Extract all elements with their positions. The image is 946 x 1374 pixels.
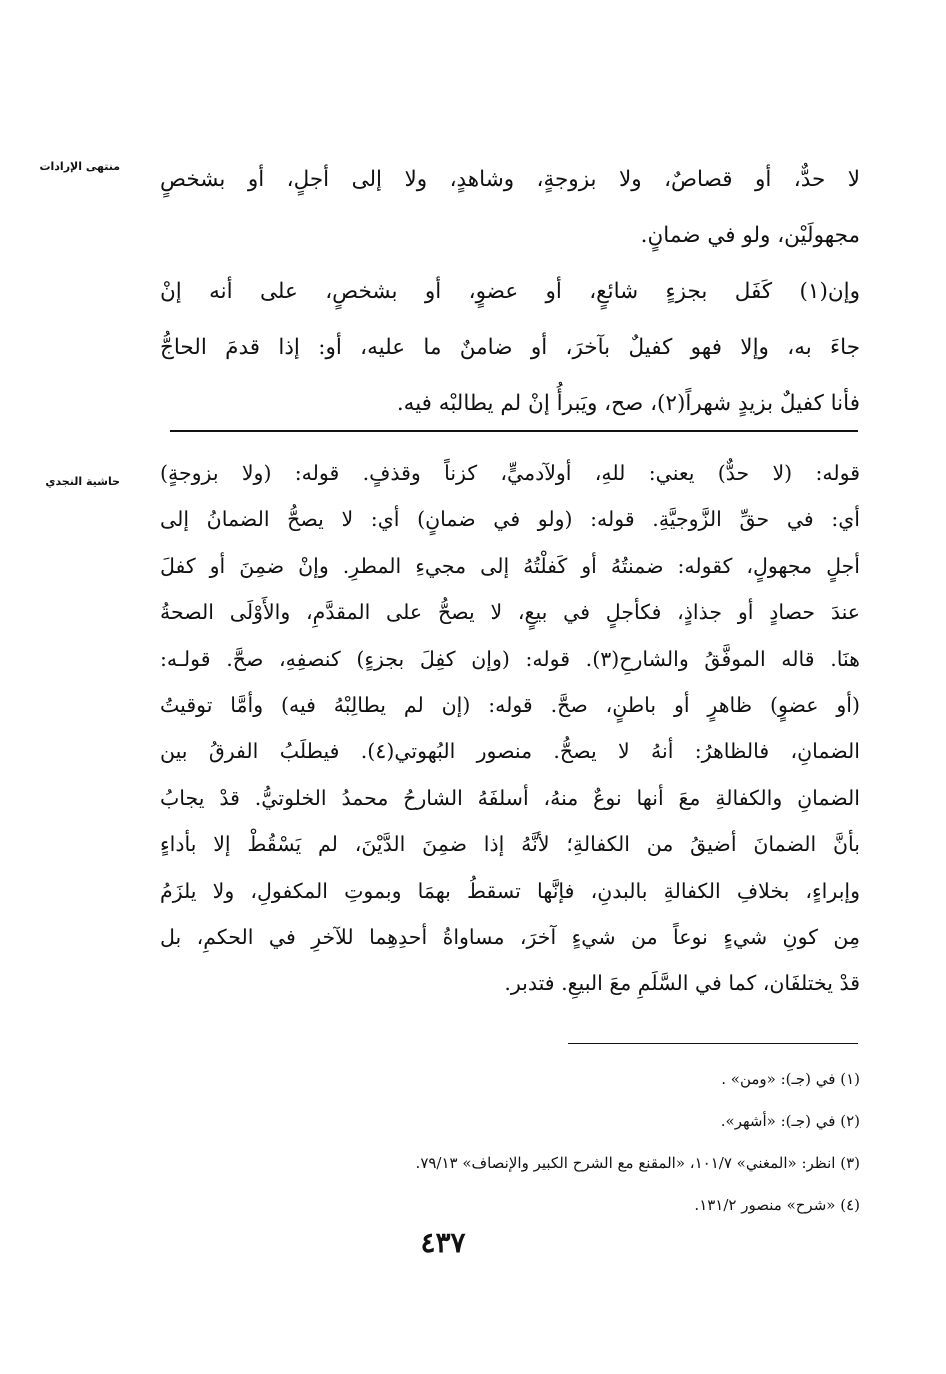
matn-line: فأنا كفيلٌ بزيدٍ شهراً(٢)، صح، ويَبرأُ إنْ لم يطالبْه فيه. [396,391,860,416]
section-divider [170,430,858,432]
matn-line: مجهولَيْن، ولو في ضمانٍ. [640,223,860,248]
footnote-divider [568,1043,858,1044]
hashiya-line: عندَ حصادٍ أو جذاذٍ، فكأجلٍ في بيعٍ، لا يصحُّ على المقدَّمِ، والأَوْلَى الصحةُ [160,600,860,625]
hashiya-line: أجلٍ مجهولٍ، كقوله: ضمنتُهُ أو كَفلْتُهُ إلى مجيءِ المطرِ. وإنْ ضمِنَ أو كفلَ [160,553,860,578]
hashiya-line: الضمانِ، فالظاهرُ: أنهُ لا يصحُّ. منصور البُهوتي(٤). فيطلَبُ الفرقُ بين [160,739,860,764]
footnote: (١) في (جـ): «ومن» . [721,1070,860,1088]
page-number: ٤٣٧ [420,1226,466,1259]
side-label-hashiya: حاشية النجدي [45,475,120,488]
matn-line: جاءَ به، وإلا فهو كفيلٌ بآخرَ، أو ضامنٌ ما عليه، أو: إذا قدمَ الحاجُّ [160,335,860,360]
footnote: (٢) في (جـ): «أشهر». [720,1112,860,1130]
hashiya-line: قوله: (لا حدٌّ) يعني: للهِ، أولآدميٍّ، كزناً وقذفٍ. قوله: (ولا بزوجةٍ) [160,461,860,485]
hashiya-line: قدْ يختلفَان، كما في السَّلَمِ معَ البيعِ. فتدبر. [504,971,860,996]
hashiya-line: مِن كونِ شيءٍ نوعاً من شيءٍ آخرَ، مساواةُ أحدِهِما للآخرِ في الحكمِ، بل [160,924,860,949]
hashiya-line: بأنَّ الضمانَ أضيقُ من الكفالةِ؛ لأنَّهُ إذا ضمِنَ الدَّيْنَ، لم يَسْقُطْ إلا بأداءٍ [160,832,860,857]
hashiya-line: الضمانِ والكفالةِ معَ أنها نوعٌ منهُ، أسلفَهُ الشارحُ محمدُ الخلوتيُّ. قدْ يجابُ [160,785,860,810]
hashiya-line: هنَا. قاله الموفَّقُ والشارحِ(٣). قوله: (وإن كفِلَ بجزءٍ) كنصفِهِ، صحَّ. قولـه: [160,646,860,671]
matn-text [160,152,860,432]
footnote: (٣) انظر: «المغني» ١٠١/٧، «المقنع مع الشرح الكبير والإنصاف» ٧٩/١٣. [415,1154,860,1172]
matn-line: لا حدٌّ، أو قصاصٌ، ولا بزوجةٍ، وشاهدٍ، ولا إلى أجلٍ، أو بشخصٍ [160,167,860,192]
hashiya-text [160,450,860,1007]
footnote: (٤) «شرح» منصور ١٣١/٢. [694,1196,860,1214]
hashiya-line: أي: في حقِّ الزَّوجيَّةِ. قوله: (ولو في ضمانٍ) أي: لا يصحُّ الضمانُ إلى [160,507,860,532]
side-label-matn: منتهى الإرادات [39,160,120,173]
matn-line: وإن(١) كَفَل بجزءٍ شائعٍ، أو عضوٍ، أو بشخصٍ، على أنه إنْ [160,279,860,304]
hashiya-line: وإبراءٍ، بخلافِ الكفالةِ بالبدنِ، فإنَّها تسقطُ بهمَا وبموتِ المكفولِ، ولا يلزَمُ [160,878,860,903]
hashiya-line: (أو عضوٍ) ظاهرٍ أو باطنٍ، صحَّ. قوله: (إن لم يطالِبْهُ فيه) وأمَّا توقيتُ [160,692,860,717]
footnotes [260,1058,860,1226]
